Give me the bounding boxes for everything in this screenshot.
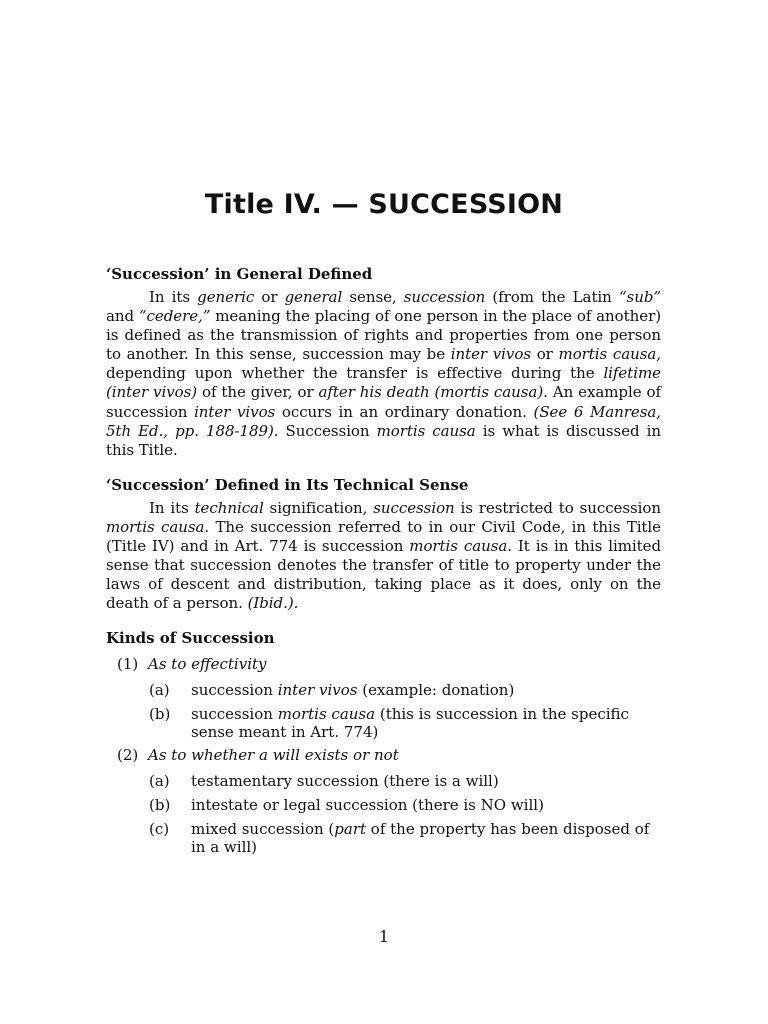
list-item-letter: (b) — [149, 705, 171, 724]
kind-number: (1) — [117, 655, 139, 674]
text-run: depending upon whether the transfer is effective during the — [106, 364, 604, 383]
list-item-letter: (c) — [149, 820, 170, 839]
text-run: occurs in an ordinary donation. — [275, 402, 534, 421]
text-run: is what is discussed in this Title. — [106, 421, 662, 459]
list-item-text — [191, 681, 661, 699]
kinds-list — [106, 654, 661, 856]
text-run: Succession — [278, 421, 377, 440]
text-run: In its — [149, 498, 195, 517]
kind-heading — [117, 745, 661, 766]
text-run: testamentary succession (there is a will) — [191, 772, 499, 791]
text-run: It is in this limited sense that succession denotes the transfer of title to property under the laws of descent and distribution, taking place as it does, only on the death of a person. — [106, 537, 662, 613]
italic-text-run: (Ibid.). — [247, 594, 299, 613]
italic-text-run: inter vivos — [194, 402, 276, 421]
kind-label: As to effectivity — [148, 655, 267, 674]
text-run: (from the Latin — [485, 288, 619, 306]
list-item-text — [191, 705, 661, 741]
text-run: meaning the placing of one person in the place of another) is defined as the transmission of rights and properties from one person to another. In this sense, succession may be — [106, 307, 661, 364]
list-item-letter: (b) — [149, 796, 171, 815]
section-paragraph — [106, 288, 661, 460]
italic-text-run: succession — [403, 288, 486, 306]
list-item-letter: (a) — [149, 772, 170, 791]
text-run: of the giver, or — [197, 383, 319, 402]
list-item-text — [191, 772, 661, 790]
kind-group-will — [106, 745, 661, 856]
text-run: intestate or legal succession (there is NO will) — [191, 796, 544, 815]
list-item-text — [191, 820, 661, 856]
page-title: Title IV. — SUCCESSION — [204, 189, 564, 220]
kind-number: (2) — [117, 746, 139, 765]
list-item — [149, 772, 661, 790]
italic-text-run: “cedere,” — [138, 307, 211, 326]
italic-text-run: general — [284, 288, 343, 306]
italic-text-run: (See 6 Manresa, 5th Ed., pp. 188-189). — [106, 402, 661, 440]
italic-text-run: mortis causa — [376, 421, 476, 440]
text-run: In its — [149, 288, 198, 306]
list-item — [149, 796, 661, 814]
section-kinds-of-succession — [106, 628, 661, 856]
text-run: The succession referred to in our Civil Code, in this Title (Title IV) and in Art. 774 is succession — [106, 517, 661, 556]
italic-text-run: succession — [373, 498, 455, 517]
text-run: succession — [191, 705, 278, 724]
list-item-text — [191, 796, 661, 814]
italic-text-run: inter vivos — [277, 681, 358, 700]
text-run: An example of succession — [106, 383, 661, 421]
text-run: is restricted to succession — [454, 498, 662, 517]
italic-text-run: mortis causa. — [106, 517, 210, 536]
section-general-definition — [106, 264, 661, 460]
italic-text-run: inter vivos — [450, 345, 531, 364]
text-run: or — [530, 345, 559, 364]
list-item — [149, 820, 661, 856]
section-heading: ‘Succession’ Defined in Its Technical Sense — [106, 475, 469, 494]
page-number: 1 — [378, 927, 390, 946]
text-run: and — [106, 307, 139, 326]
text-run: of the property has been disposed of in a will) — [191, 820, 650, 857]
list-item — [149, 681, 661, 699]
italic-text-run: lifetime (inter vivos) — [106, 364, 661, 402]
list-item-letter: (a) — [149, 681, 170, 700]
italic-text-run: generic — [197, 288, 255, 306]
kind-group-effectivity — [106, 654, 661, 741]
document-body — [106, 264, 661, 856]
kind-label: As to whether a will exists or not — [148, 746, 399, 765]
text-run: (this is succession in the specific sense meant in Art. 774) — [191, 705, 629, 742]
text-run: (example: donation) — [357, 681, 515, 700]
text-run: mixed succession ( — [191, 820, 335, 839]
italic-text-run: mortis causa, — [558, 345, 661, 364]
section-technical-definition — [106, 475, 661, 614]
section-heading: Kinds of Succession — [106, 629, 275, 648]
italic-text-run: mortis causa. — [409, 537, 512, 556]
italic-text-run: part — [334, 820, 367, 839]
text-run: or — [254, 288, 285, 306]
italic-text-run: mortis causa — [277, 705, 376, 724]
text-run: sense, — [342, 288, 404, 306]
kind-heading — [117, 654, 661, 675]
section-heading: ‘Succession’ in General Defined — [106, 265, 373, 283]
text-run: signification, — [263, 498, 374, 517]
italic-text-run: technical — [194, 498, 264, 517]
list-item — [149, 705, 661, 741]
italic-text-run: “sub” — [618, 288, 661, 306]
text-run: succession — [191, 681, 278, 700]
italic-text-run: after his death (mortis causa). — [318, 383, 548, 402]
section-paragraph — [106, 499, 661, 614]
